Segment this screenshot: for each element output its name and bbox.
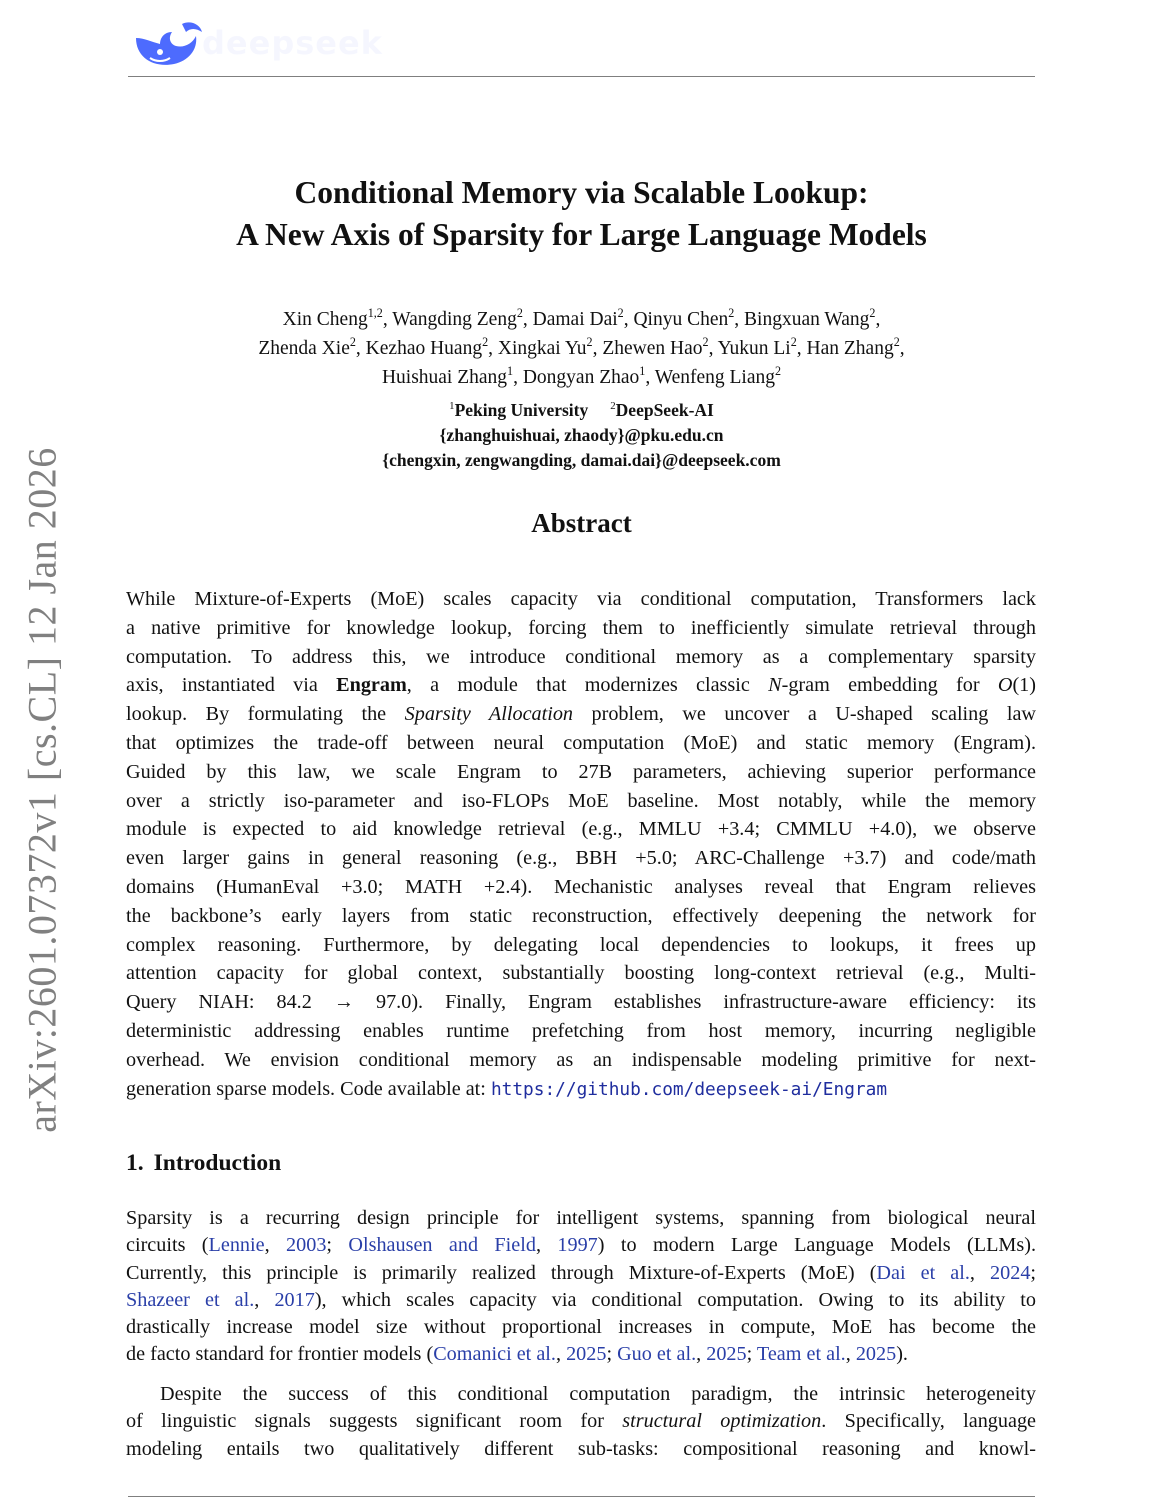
text-line	[126, 787, 1036, 816]
text-run: ,	[254, 1288, 275, 1311]
author-affiliation-mark: 2	[617, 305, 624, 320]
title-line: Conditional Memory via Scalable Lookup:	[294, 175, 869, 210]
text-run: axis, instantiated via	[126, 674, 337, 697]
paper-title	[128, 172, 1035, 256]
text-run: computation. To address this, we introduce conditional memory as a complementary sparsity	[126, 645, 1036, 668]
text-run: While Mixture-of-Experts (MoE) scales capacity via conditional computation, Transformers lack	[126, 588, 1036, 610]
text-run: O	[997, 674, 1013, 697]
text-line	[126, 844, 1036, 873]
citation-link[interactable]: 2025	[855, 1343, 897, 1366]
email-line: {zhanghuishuai, zhaody}@pku.edu.cn	[439, 425, 724, 445]
text-line	[126, 931, 1036, 960]
text-line	[126, 1436, 1036, 1463]
deepseek-logo	[130, 18, 390, 70]
text-run: of linguistic signals suggests significant room for	[126, 1410, 623, 1433]
text-run: generation sparse models. Code available at:	[126, 1077, 491, 1100]
code-url-link[interactable]: https://github.com/deepseek-ai/Engram	[490, 1078, 888, 1100]
author-line: Zhenda Xie$^2$, Kezhao Huang$^2$, Xingkai Yu$^2$, Zhewen Hao$^2$, Yukun Li$^2$, Han Zhang$^2$,	[258, 334, 905, 359]
affiliation-line: $^1$Peking University $^2$DeepSeek-AI	[449, 399, 714, 420]
text-run: ,	[264, 1234, 287, 1257]
introduction-paragraph	[126, 1205, 1036, 1369]
title-line: A New Axis of Sparsity for Large Language Models	[236, 217, 927, 252]
abstract-heading: Abstract	[531, 508, 632, 538]
introduction-paragraph	[126, 1381, 1036, 1463]
citation-link[interactable]: 2025	[566, 1343, 607, 1366]
text-run: Guided by this law, we scale Engram to 27B parameters, achieving superior performance	[126, 760, 1036, 783]
text-run: overhead. We envision conditional memory as an indispensable modeling primitive for next-	[126, 1048, 1036, 1071]
text-run: the backbone’s early layers from static reconstruction, effectively deepening the network for	[126, 904, 1036, 927]
email-line: {chengxin, zengwangding, damai.dai}@deepseek.com	[382, 450, 781, 470]
text-line	[126, 614, 1036, 643]
author-affiliation-mark: 2	[482, 334, 489, 349]
text-line	[126, 902, 1036, 931]
text-run: ).	[896, 1343, 908, 1366]
text-run: Currently, this principle is primarily realized through Mixture-of-Experts (MoE) (	[126, 1261, 877, 1284]
author-name: Wangding Zeng	[392, 309, 517, 330]
text-run: domains (HumanEval +3.0; MATH +2.4). Mechanistic analyses reveal that Engram relieves	[126, 875, 1036, 898]
author-affiliation-mark: 2	[586, 334, 593, 349]
text-line	[126, 671, 1036, 700]
text-line	[126, 1314, 1036, 1341]
author-list	[128, 305, 1035, 392]
citation-link[interactable]: Lennie	[208, 1234, 265, 1257]
author-affiliation-mark: 1	[507, 363, 514, 378]
text-run: ,	[555, 1343, 567, 1366]
text-line	[126, 1260, 1036, 1287]
author-affiliation-mark: 2	[869, 305, 876, 320]
text-run: Sparsity is a recurring design principle for intelligent systems, spanning from biological neural	[126, 1207, 1036, 1229]
citation-link[interactable]: Shazeer et al.	[126, 1288, 255, 1311]
whale-logo-icon	[130, 18, 204, 70]
text-run: complex reasoning. Furthermore, by delegating local dependencies to lookups, it frees up	[126, 933, 1036, 956]
text-run: even larger gains in general reasoning (e.g., BBH +5.0; ARC-Challenge +3.7) and code/math	[126, 847, 1036, 870]
author-name: Xingkai Yu	[497, 338, 587, 359]
text-line	[126, 1205, 1036, 1232]
footer-rule	[128, 1496, 1035, 1497]
text-line	[126, 729, 1036, 758]
text-run: module is expected to aid knowledge retrieval (e.g., MMLU +3.4; CMMLU +4.0), we observe	[126, 818, 1036, 841]
author-name: Kezhao Huang	[365, 338, 483, 359]
text-line	[126, 1046, 1036, 1075]
author-name: Damai Dai	[532, 309, 618, 330]
text-line	[126, 1232, 1036, 1259]
author-name: Zhenda Xie	[258, 338, 350, 359]
text-run: attention capacity for global context, substantially boosting long-context retrieval (e.g., Multi-	[126, 962, 1036, 985]
text-run: ;	[746, 1343, 757, 1366]
text-run: Query NIAH: 84.2 → 97.0). Finally, Engram establishes infrastructure-aware efficiency: its	[126, 991, 1036, 1014]
author-name: Bingxuan Wang	[744, 309, 870, 330]
citation-link[interactable]: 2025	[706, 1343, 747, 1366]
author-line: Huishuai Zhang$^1$, Dongyan Zhao$^1$, Wenfeng Liang$^2$	[381, 363, 782, 388]
text-run: ,	[969, 1261, 991, 1284]
text-run: N	[768, 674, 782, 697]
text-run: ;	[1030, 1261, 1037, 1284]
text-run: , a module that modernizes classic	[406, 674, 769, 697]
citation-link[interactable]: Comanici et al.	[433, 1343, 556, 1366]
text-run: . Specifically, language	[821, 1410, 1036, 1433]
text-line	[126, 1075, 1036, 1104]
author-affiliation-mark: 1,2	[367, 305, 383, 320]
text-run: ;	[606, 1343, 618, 1366]
text-run: problem, we uncover a U-shaped scaling law	[573, 703, 1036, 726]
citation-link[interactable]: Dai et al.	[876, 1261, 970, 1284]
logo-wordmark: deepseek	[202, 24, 383, 62]
affiliation-name: DeepSeek-AI	[615, 400, 714, 420]
citation-link[interactable]: Team et al.	[756, 1343, 846, 1366]
text-run: structural optimization	[622, 1410, 822, 1433]
text-run: Sparsity Allocation	[404, 703, 574, 726]
section-heading-introduction: 1. Introduction	[126, 1150, 282, 1176]
author-name: Zhewen Hao	[602, 338, 703, 359]
citation-link[interactable]: 2017	[274, 1288, 315, 1311]
text-line	[126, 1341, 1036, 1368]
author-affiliation-mark: 2	[790, 334, 797, 349]
author-name: Dongyan Zhao	[522, 367, 640, 388]
author-affiliation-mark: 2	[893, 334, 900, 349]
author-affiliation-mark: 2	[702, 334, 709, 349]
author-name: Huishuai Zhang	[381, 367, 508, 388]
text-run: drastically increase model size without proportional increases in compute, MoE has become the	[126, 1316, 1036, 1339]
author-name: Yukun Li	[717, 338, 791, 359]
citation-link[interactable]: 1997	[557, 1234, 598, 1257]
text-run: circuits (	[126, 1234, 209, 1257]
text-run: ;	[326, 1234, 349, 1257]
author-name: Qinyu Chen	[633, 309, 729, 330]
text-run: ,	[535, 1234, 558, 1257]
text-line	[126, 585, 1036, 614]
author-affiliation-mark: 2	[516, 305, 523, 320]
text-line	[126, 758, 1036, 787]
text-line	[126, 873, 1036, 902]
text-run: that optimizes the trade-off between neural computation (MoE) and static memory (Engram).	[126, 731, 1036, 754]
text-run: (1)	[1012, 674, 1036, 697]
text-run: de facto standard for frontier models (	[126, 1343, 434, 1366]
text-line	[126, 1287, 1036, 1314]
affiliation-name: Peking University	[454, 400, 589, 420]
text-run: ), which scales capacity via conditional computation. Owing to its ability to	[314, 1288, 1036, 1311]
citation-link[interactable]: Olshausen and Field	[348, 1234, 536, 1257]
citation-link[interactable]: 2024	[990, 1261, 1031, 1284]
text-run: lookup. By formulating the	[126, 703, 405, 726]
text-line	[126, 700, 1036, 729]
text-run: over a strictly iso-parameter and iso-FLOPs MoE baseline. Most notably, while the memory	[126, 789, 1036, 812]
citation-link[interactable]: 2003	[286, 1234, 327, 1257]
text-line	[126, 1017, 1036, 1046]
text-line	[126, 815, 1036, 844]
author-affiliation-mark: 2	[728, 305, 735, 320]
author-affiliation-mark: 1	[639, 363, 646, 378]
text-run: -gram embedding for	[781, 674, 998, 697]
affiliations	[128, 398, 1035, 473]
arxiv-identifier: arXiv:2601.07372v1 [cs.CL] 12 Jan 2026	[19, 447, 65, 1133]
text-run: deterministic addressing enables runtime prefetching from host memory, incurring negligible	[126, 1019, 1036, 1042]
text-line	[126, 1408, 1036, 1435]
text-run: ) to modern Large Language Models (LLMs).	[597, 1234, 1036, 1257]
author-affiliation-mark: 2	[775, 363, 782, 378]
text-run: Engram	[336, 674, 407, 697]
text-run: ,	[845, 1343, 856, 1366]
text-line	[126, 1381, 1036, 1408]
text-run: Despite the success of this conditional computation paradigm, the intrinsic heterogeneity	[160, 1383, 1036, 1405]
text-line	[126, 643, 1036, 672]
author-line: Xin Cheng$^{1,2}$, Wangding Zeng$^2$, Damai Dai$^2$, Qinyu Chen$^2$, Bingxuan Wang$^2$,	[282, 305, 881, 330]
text-run: modeling entails two qualitatively different sub-tasks: compositional reasoning and knowl-	[126, 1437, 1036, 1460]
author-name: Wenfeng Liang	[654, 367, 775, 388]
text-line	[126, 988, 1036, 1017]
author-name: Han Zhang	[806, 338, 894, 359]
citation-link[interactable]: Guo et al.	[617, 1343, 697, 1366]
author-affiliation-mark: 2	[349, 334, 356, 349]
abstract-text	[126, 585, 1036, 1103]
author-name: Xin Cheng	[282, 309, 368, 330]
text-line	[126, 959, 1036, 988]
text-run: a native primitive for knowledge lookup, forcing them to inefficiently simulate retrieval through	[126, 616, 1036, 639]
header-rule	[128, 76, 1035, 77]
text-run: ,	[696, 1343, 707, 1366]
